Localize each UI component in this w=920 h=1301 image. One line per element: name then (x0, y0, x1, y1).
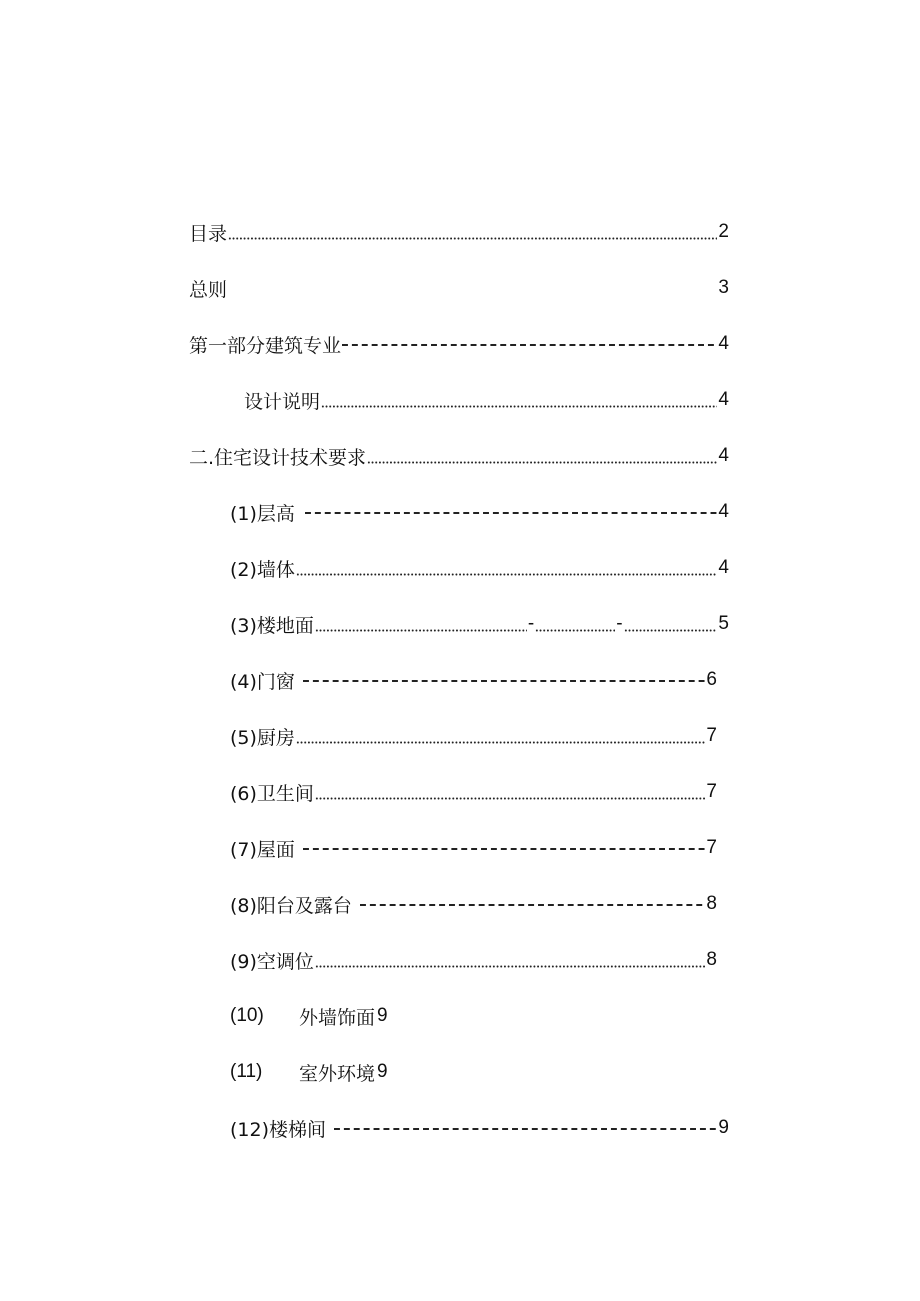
toc-entry-page: 6 (706, 669, 717, 690)
toc-entry-page: 4 (718, 389, 729, 410)
toc-entry-part-one-architecture[interactable] (189, 329, 729, 359)
toc-entry-number: (11) (230, 1061, 263, 1082)
toc-entry-page: 8 (706, 893, 717, 914)
toc-leader-dots (624, 629, 718, 632)
toc-entry-title: (8)阳台及露台 (230, 894, 352, 917)
toc-entry-title: (2)墙体 (230, 558, 295, 581)
toc-entry-page: 4 (718, 333, 729, 354)
toc-entry-balcony-terrace[interactable] (230, 889, 717, 919)
toc-leader-dashes (303, 680, 706, 682)
toc-entry-title: 二.住宅设计技术要求 (189, 446, 367, 469)
toc-entry-title: 外墙饰面 (299, 1006, 376, 1029)
toc-leader-separator: - (616, 613, 623, 634)
toc-leader-dots (315, 797, 706, 800)
toc-entry-stairwell[interactable] (230, 1113, 729, 1143)
toc-entry-doors-windows[interactable] (230, 665, 717, 695)
toc-leader-dots (367, 461, 717, 464)
toc-leader-dashes (305, 512, 718, 514)
toc-entry-outdoor-environment[interactable] (230, 1057, 430, 1087)
toc-entry-page: 9 (377, 1005, 388, 1026)
toc-entry-title: (5)厨房 (230, 726, 295, 749)
toc-leader-dashes (342, 344, 717, 346)
toc-leader-dashes (334, 1128, 717, 1130)
toc-entry-page: 3 (718, 277, 729, 298)
toc-entry-page: 8 (706, 949, 717, 970)
toc-leader-separator: - (527, 613, 535, 634)
toc-entry-number: (10) (230, 1005, 264, 1026)
toc-entry-roof[interactable] (230, 833, 717, 863)
toc-entry-page: 2 (718, 221, 729, 242)
toc-entry-title: (4)门窗 (230, 670, 295, 693)
toc-leader-dots (296, 573, 718, 576)
toc-leader-dots (535, 629, 615, 632)
toc-entry-title: 总则 (189, 278, 228, 301)
toc-entry-title: (7)屋面 (230, 838, 295, 861)
toc-leader-dashes (303, 848, 706, 850)
toc-leader-dots (228, 237, 717, 240)
toc-entry-page: 9 (377, 1061, 388, 1082)
toc-entry-page: 7 (706, 725, 717, 746)
toc-entry-title: (12)楼梯间 (230, 1118, 327, 1141)
toc-entry-title: 设计说明 (244, 390, 321, 413)
toc-entry-kitchen[interactable] (230, 721, 717, 751)
toc-entry-title: (9)空调位 (230, 950, 314, 973)
toc-entry-exterior-finish[interactable] (230, 1001, 430, 1031)
toc-entry-page: 4 (718, 501, 729, 522)
toc-entry-design-notes[interactable] (244, 385, 729, 415)
toc-entry-residential-requirements[interactable] (189, 441, 729, 471)
toc-entry-page: 9 (718, 1117, 729, 1138)
toc-leader-dots (315, 965, 706, 968)
toc-leader-dots (321, 405, 717, 408)
toc-entry-title: 室外环境 (299, 1062, 376, 1085)
toc-entry-contents[interactable] (189, 217, 729, 247)
toc-entry-title: (6)卫生间 (230, 782, 314, 805)
toc-leader-dots (296, 741, 706, 744)
toc-entry-floor-height[interactable] (230, 497, 729, 527)
toc-entry-page: 4 (718, 445, 729, 466)
toc-entry-page: 7 (706, 781, 717, 802)
toc-entry-title: 目录 (189, 222, 228, 245)
toc-entry-walls[interactable] (230, 553, 729, 583)
toc-entry-ac-position[interactable] (230, 945, 717, 975)
toc-entry-page: 7 (706, 837, 717, 858)
toc-entry-page: 5 (718, 613, 729, 634)
toc-leader-dots (315, 629, 527, 632)
toc-leader-mixed (314, 613, 719, 635)
toc-leader-dashes (360, 904, 706, 906)
toc-entry-title: 第一部分建筑专业 (189, 334, 342, 357)
toc-entry-general[interactable] (189, 273, 729, 303)
toc-entry-title: (1)层高 (230, 502, 295, 525)
toc-entry-page: 4 (718, 557, 729, 578)
toc-entry-title: (3)楼地面 (230, 614, 314, 637)
toc-entry-bathroom[interactable] (230, 777, 717, 807)
toc-entry-floors[interactable] (230, 609, 729, 639)
